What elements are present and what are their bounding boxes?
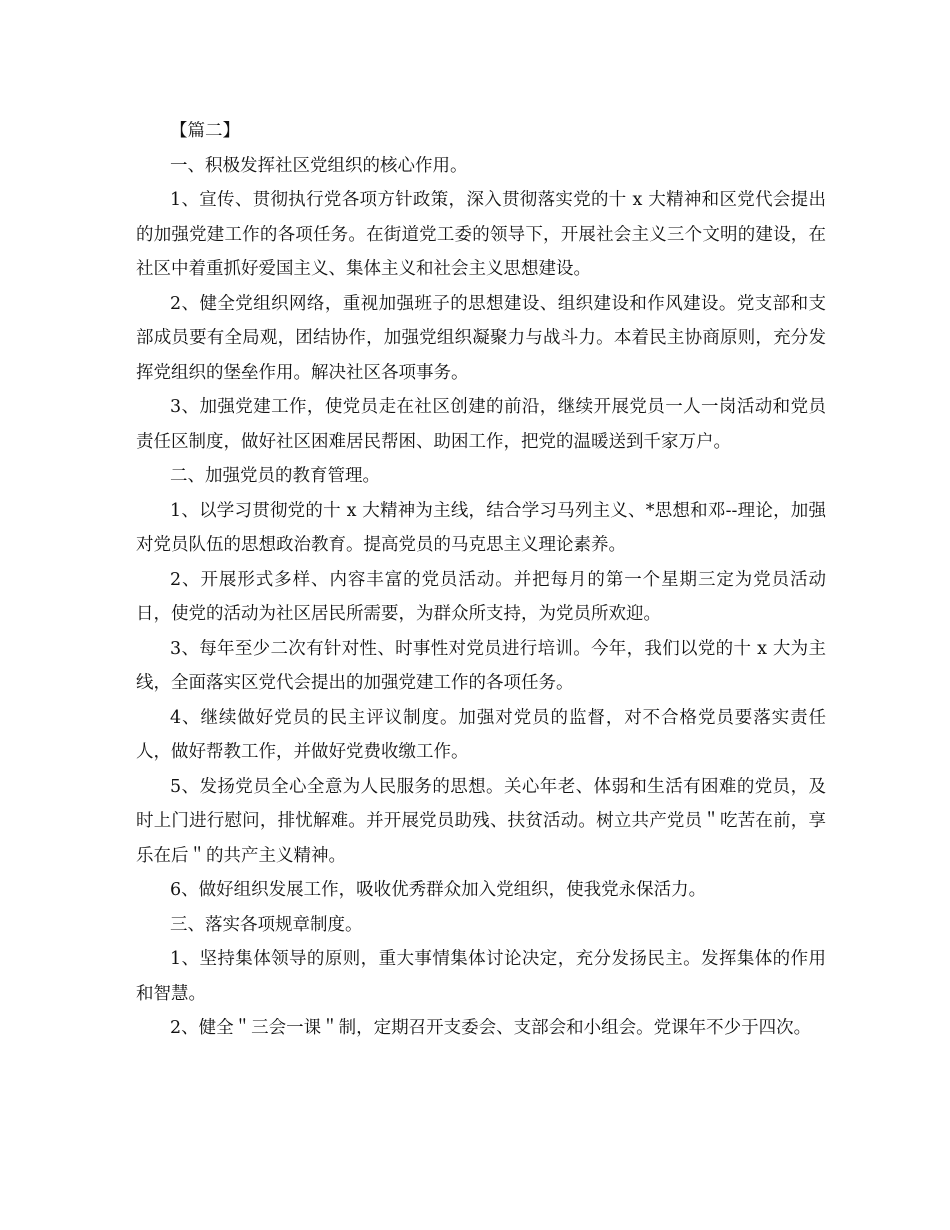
paragraph: 3、每年至少二次有针对性、时事性对党员进行培训。今年，我们以党的十 x 大为主线，全面落实区党代会提出的加强党建工作的各项任务。 [136,638,826,693]
paragraph: 1、坚持集体领导的原则，重大事情集体讨论决定，充分发扬民主。发挥集体的作用和智慧。 [136,949,826,1004]
section-heading-1: 一、积极发挥社区党组织的核心作用。 [170,155,468,176]
paragraph: 5、发扬党员全心全意为人民服务的思想。关心年老、体弱和生活有困难的党员，及时上门进行慰问，排忧解难。并开展党员助残、扶贫活动。树立共产党员＂吃苦在前，享乐在后＂的共产主义精神。 [136,776,826,866]
paragraph: 2、健全＂三会一课＂制，定期召开支委会、支部会和小组会。党课年不少于四次。 [170,1018,812,1038]
paragraph: 2、开展形式多样、内容丰富的党员活动。并把每月的第一个星期三定为党员活动日，使党的活动为社区居民所需要，为群众所支持，为党员所欢迎。 [136,569,826,624]
paragraph: 1、以学习贯彻党的十 x 大精神为主线，结合学习马列主义、*思想和邓--理论，加强对党员队伍的思想政治教育。提高党员的马克思主义理论素养。 [136,500,826,555]
paragraph: 2、健全党组织网络，重视加强班子的思想建设、组织建设和作风建设。党支部和支部成员要有全局观，团结协作，加强党组织凝聚力与战斗力。本着民主协商原则，充分发挥党组织的堡垒作用。解决社区各项事务。 [136,293,826,383]
paragraph: 6、做好组织发展工作，吸收优秀群众加入党组织，使我党永保活力。 [170,880,707,900]
paragraph: 4、继续做好党员的民主评议制度。加强对党员的监督，对不合格党员要落实责任人，做好帮教工作，并做好党费收缴工作。 [136,707,826,762]
paragraph: 3、加强党建工作，使党员走在社区创建的前沿，继续开展党员一人一岗活动和党员责任区制度，做好社区困难居民帮困、助困工作，把党的温暖送到千家万户。 [136,397,826,452]
section-heading-2: 二、加强党员的教育管理。 [170,466,380,486]
document-page [136,114,826,1046]
document-title: 【篇二】 [170,121,240,141]
paragraph: 1、宣传、贯彻执行党各项方针政策，深入贯彻落实党的十 x 大精神和区党代会提出的加强党建工作的各项任务。在街道党工委的领导下，开展社会主义三个文明的建设，在社区中着重抓好爱国主义、集体主义和社会主义思想建设。 [136,190,826,279]
section-heading-3: 三、落实各项规章制度。 [170,914,363,935]
